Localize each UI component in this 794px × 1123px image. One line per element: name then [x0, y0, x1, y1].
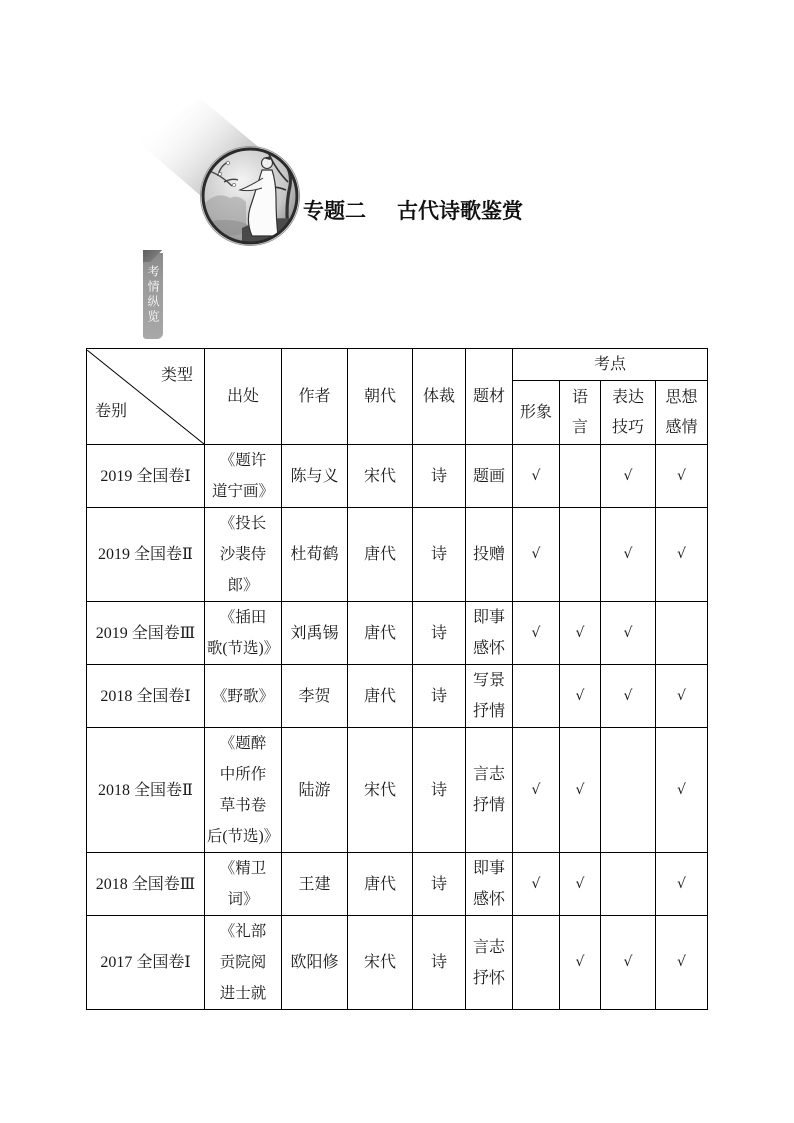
table-row [87, 665, 708, 728]
source-title-line: 《精卫 [219, 860, 267, 877]
genre-cell: 诗 [413, 445, 466, 508]
point-emotion-cell [656, 602, 708, 665]
point-language-cell: √ [560, 728, 601, 853]
exam-paper-cell: 2018 全国卷Ⅱ [87, 728, 205, 853]
header-source: 出处 [205, 349, 282, 445]
point-technique-cell: √ [601, 916, 656, 1010]
header-dynasty: 朝代 [348, 349, 413, 445]
source-title-line: 《插田 [219, 609, 267, 626]
genre-cell: 诗 [413, 916, 466, 1010]
dynasty-cell: 宋代 [348, 916, 413, 1010]
source-cell [205, 508, 282, 602]
point-imagery-cell: √ [513, 602, 560, 665]
source-title-line: 《题醉 [219, 735, 267, 752]
point-imagery-cell: √ [513, 728, 560, 853]
author-cell: 刘禹锡 [282, 602, 348, 665]
section-tab-label: 考情纵览 [146, 265, 160, 325]
header-label-line: 形象 [519, 403, 552, 421]
point-technique-cell: √ [601, 602, 656, 665]
point-technique-cell: √ [601, 508, 656, 602]
point-imagery-cell: √ [513, 445, 560, 508]
point-imagery-cell: √ [513, 508, 560, 602]
genre-cell: 诗 [413, 508, 466, 602]
point-emotion-cell: √ [656, 853, 708, 916]
poet-vignette-image [120, 90, 305, 260]
genre-cell: 诗 [413, 728, 466, 853]
point-technique-cell: √ [601, 445, 656, 508]
header-type-label: 类型 [160, 366, 193, 384]
theme-cell: 投赠 [466, 508, 513, 602]
point-language-cell [560, 445, 601, 508]
exam-paper-cell: 2018 全国卷Ⅲ [87, 853, 205, 916]
source-title-line: 《礼部 [219, 923, 267, 940]
author-cell: 李贺 [282, 665, 348, 728]
theme-cell: 即事感怀 [466, 853, 513, 916]
exam-analysis-table [86, 348, 708, 1010]
theme-cell: 言志抒情 [466, 728, 513, 853]
header-label-line: 语 [571, 388, 588, 406]
header-genre: 体裁 [413, 349, 466, 445]
header-paper-label: 卷别 [95, 402, 128, 420]
source-cell [205, 445, 282, 508]
source-cell [205, 853, 282, 916]
genre-cell: 诗 [413, 602, 466, 665]
table-row [87, 853, 708, 916]
header-label-line: 思想 [665, 388, 698, 406]
point-technique-cell: √ [601, 665, 656, 728]
author-cell: 王建 [282, 853, 348, 916]
header-point-emotion [656, 381, 708, 445]
point-imagery-cell: √ [513, 853, 560, 916]
source-cell [205, 665, 282, 728]
diagonal-divider [87, 350, 204, 444]
source-cell [205, 916, 282, 1010]
header-theme: 题材 [466, 349, 513, 445]
source-cell [205, 602, 282, 665]
genre-cell: 诗 [413, 665, 466, 728]
header-point-language [560, 381, 601, 445]
table-body [87, 445, 708, 1010]
header-author: 作者 [282, 349, 348, 445]
point-technique-cell [601, 728, 656, 853]
source-title-line: 郎》 [227, 577, 259, 594]
corner-header [87, 349, 205, 445]
exam-paper-cell: 2017 全国卷Ⅰ [87, 916, 205, 1010]
point-language-cell [560, 508, 601, 602]
table-row [87, 602, 708, 665]
header-exam-points: 考点 [513, 349, 708, 381]
source-title-line: 沙裴侍 [219, 546, 267, 563]
table-row [87, 916, 708, 1010]
source-title-line: 《投长 [219, 515, 267, 532]
point-emotion-cell: √ [656, 508, 708, 602]
source-title-line: 词》 [227, 891, 259, 908]
genre-cell: 诗 [413, 853, 466, 916]
theme-cell: 言志抒怀 [466, 916, 513, 1010]
point-language-cell: √ [560, 602, 601, 665]
source-title-line: 后(节选)》 [206, 828, 280, 845]
point-emotion-cell: √ [656, 728, 708, 853]
exam-paper-cell: 2019 全国卷Ⅰ [87, 445, 205, 508]
point-emotion-cell: √ [656, 445, 708, 508]
dynasty-cell: 唐代 [348, 853, 413, 916]
dynasty-cell: 唐代 [348, 508, 413, 602]
source-cell [205, 728, 282, 853]
dynasty-cell: 宋代 [348, 728, 413, 853]
table-row [87, 508, 708, 602]
point-imagery-cell [513, 916, 560, 1010]
header-label-line: 感情 [665, 418, 698, 436]
source-title-line: 中所作 [219, 766, 267, 783]
author-cell: 陆游 [282, 728, 348, 853]
theme-cell: 即事感怀 [466, 602, 513, 665]
point-language-cell: √ [560, 853, 601, 916]
table-row [87, 728, 708, 853]
header-label-line: 表达 [611, 388, 644, 406]
point-language-cell: √ [560, 916, 601, 1010]
point-imagery-cell [513, 665, 560, 728]
dynasty-cell: 宋代 [348, 445, 413, 508]
header-point-technique [601, 381, 656, 445]
dynasty-cell: 唐代 [348, 602, 413, 665]
source-title-line: 《野歌》 [211, 687, 274, 705]
source-title-line: 歌(节选)》 [206, 640, 280, 657]
exam-paper-cell: 2019 全国卷Ⅱ [87, 508, 205, 602]
theme-cell: 题画 [466, 445, 513, 508]
exam-paper-cell: 2018 全国卷Ⅰ [87, 665, 205, 728]
topic-number: 专题二 [303, 199, 366, 223]
header-label-line: 言 [571, 418, 588, 436]
point-language-cell: √ [560, 665, 601, 728]
exam-paper-cell: 2019 全国卷Ⅲ [87, 602, 205, 665]
point-emotion-cell: √ [656, 916, 708, 1010]
dynasty-cell: 唐代 [348, 665, 413, 728]
header-row-top [87, 349, 708, 381]
source-title-line: 《题许 [219, 452, 267, 469]
source-title-line: 进士就 [219, 985, 267, 1002]
point-emotion-cell: √ [656, 665, 708, 728]
point-technique-cell [601, 853, 656, 916]
table-row [87, 445, 708, 508]
author-cell: 欧阳修 [282, 916, 348, 1010]
theme-cell: 写景抒情 [466, 665, 513, 728]
header-label-line: 技巧 [611, 418, 644, 436]
section-tab [143, 253, 163, 339]
page-title: 古代诗歌鉴赏 [397, 199, 523, 223]
source-title-line: 贡院阅 [219, 954, 267, 971]
author-cell: 杜荀鹤 [282, 508, 348, 602]
source-title-line: 草书卷 [219, 797, 267, 814]
source-title-line: 道宁画》 [211, 483, 274, 500]
header-point-imagery [513, 381, 560, 445]
author-cell: 陈与义 [282, 445, 348, 508]
